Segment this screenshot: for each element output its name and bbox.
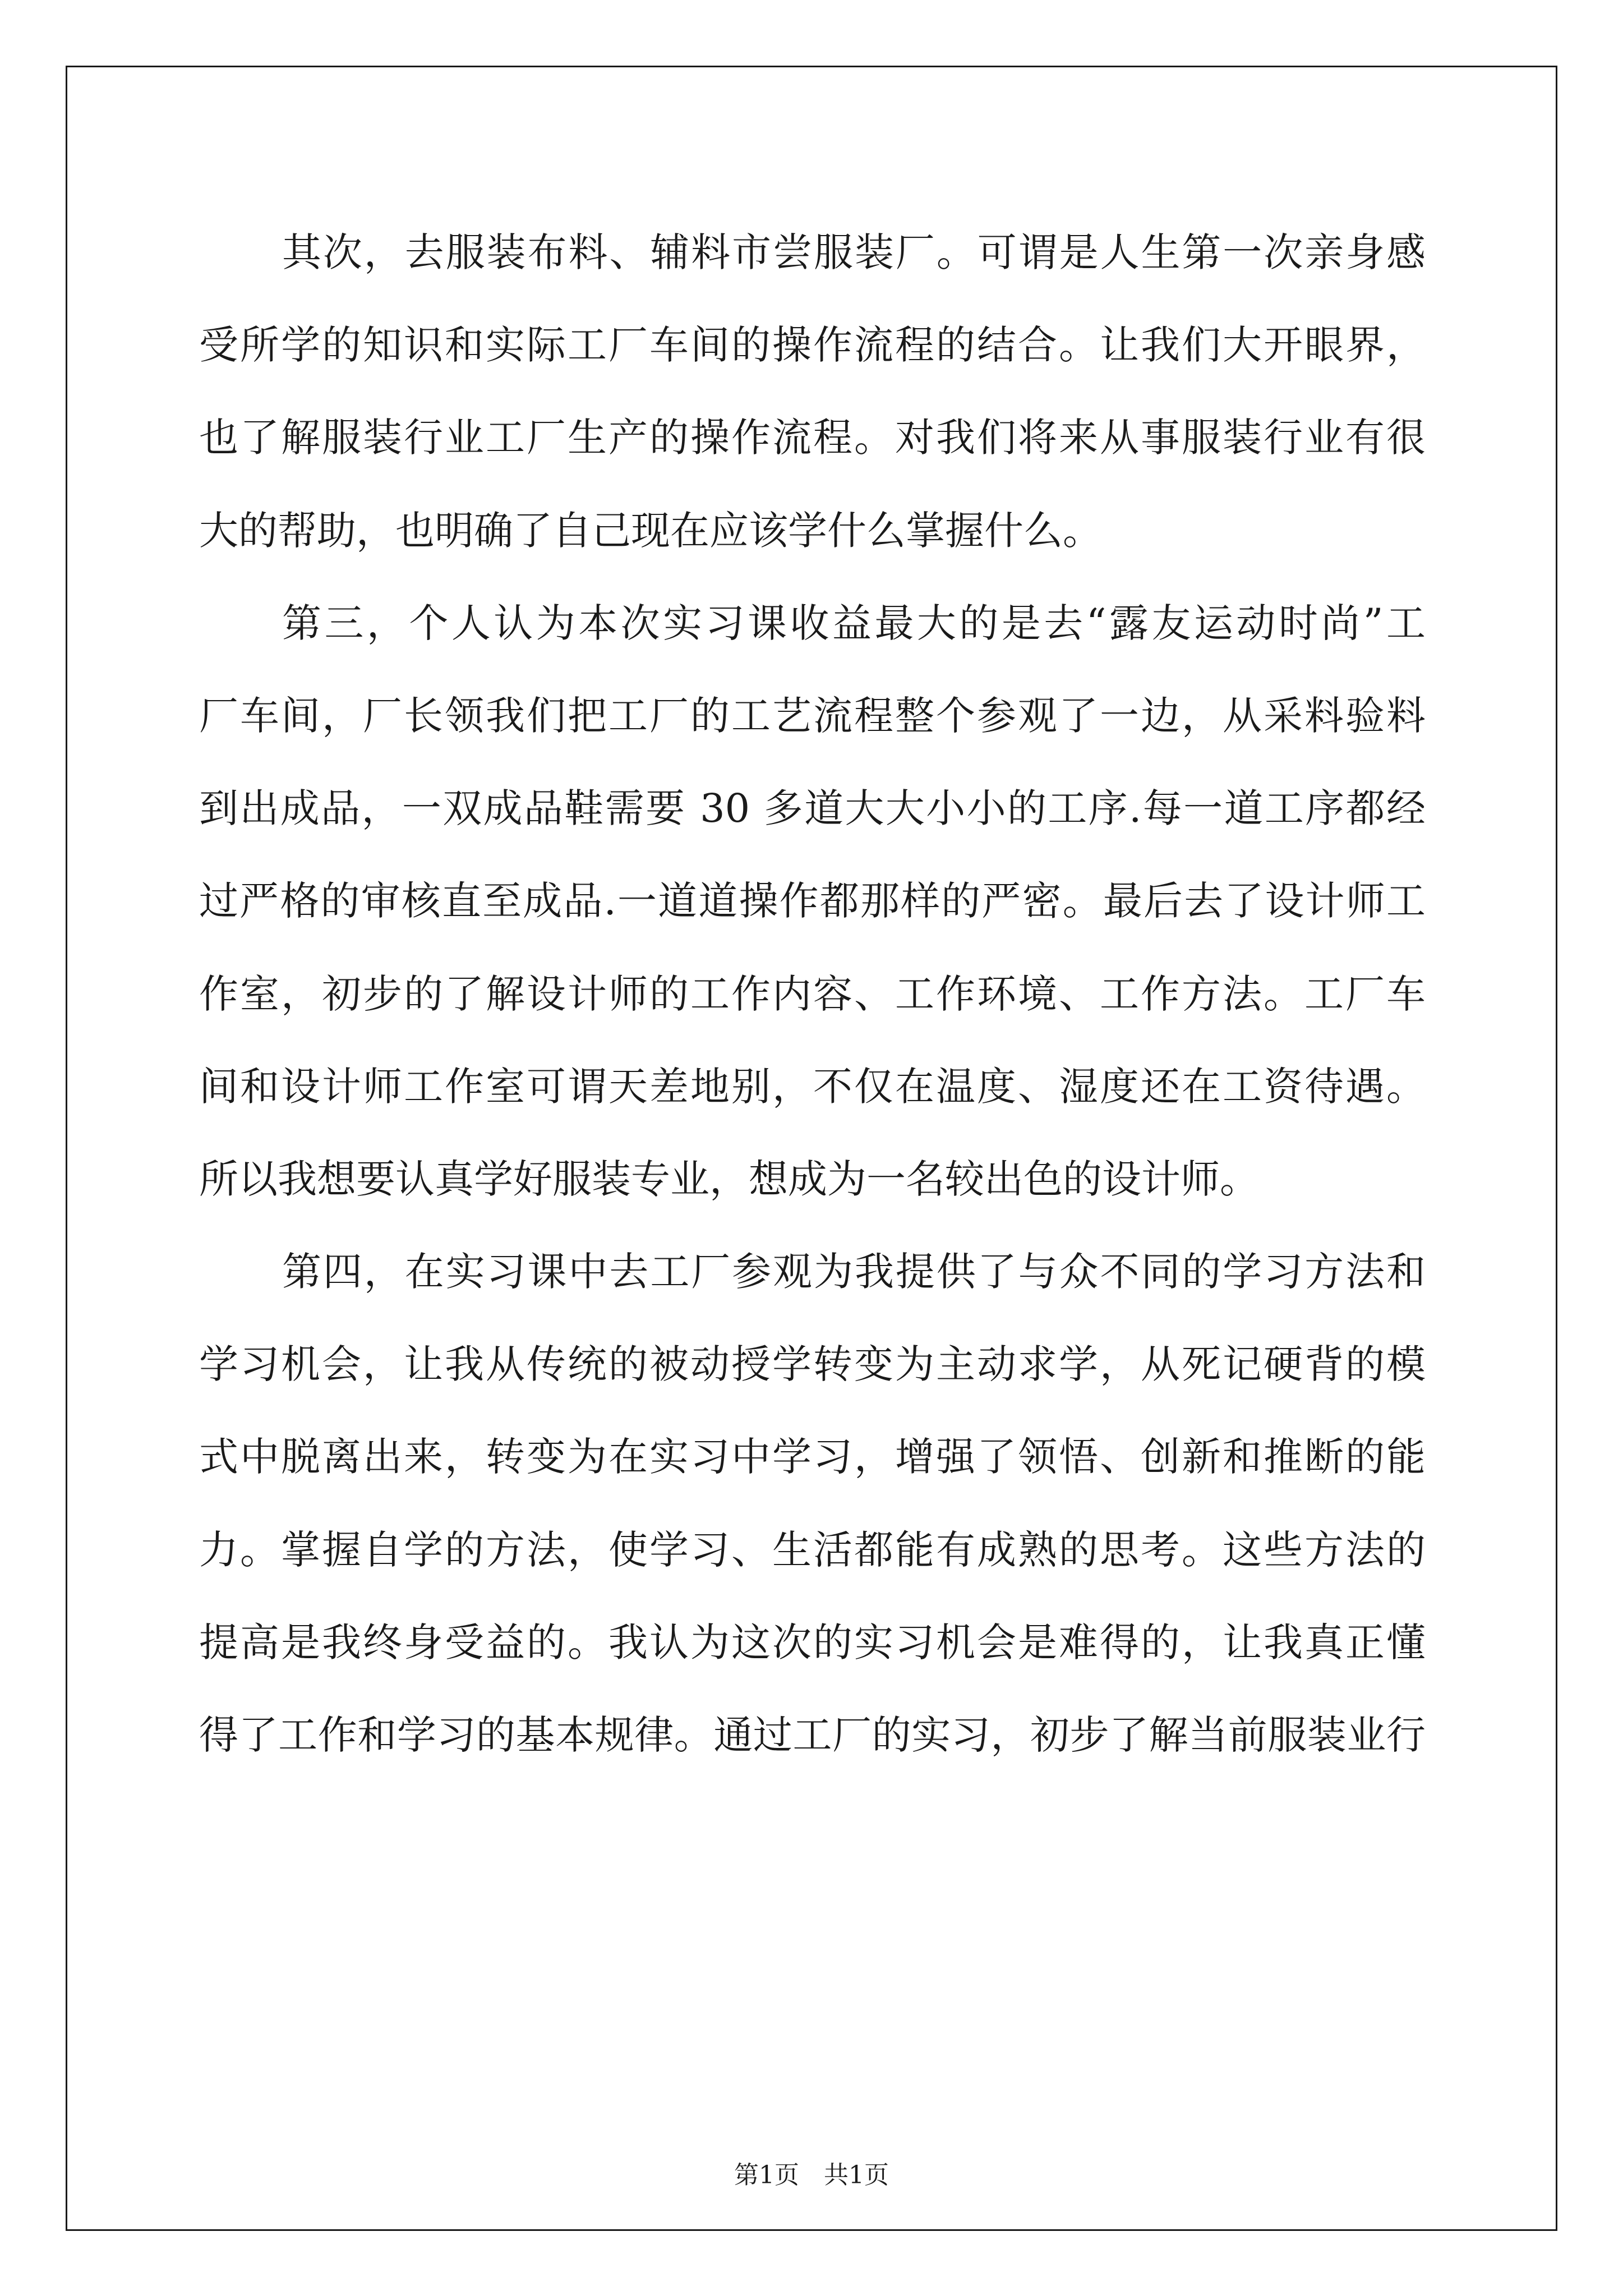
paragraph-line: 式中脱离出来，转变为在实习中学习，增强了领悟、创新和推断的能 — [199, 1434, 1426, 1480]
page-number-footer: 第1页 共1页 — [734, 2161, 889, 2189]
paragraph-line: 到出成品，一双成品鞋需要 30 多道大大小小的工序.每一道工序都经 — [199, 785, 1426, 832]
paragraph-line: 也了解服装行业工厂生产的操作流程。对我们将来从事服装行业有很 — [199, 415, 1426, 461]
document-body — [199, 206, 1426, 1782]
paragraph-line: 间和设计师工作室可谓天差地别，不仅在温度、湿度还在工资待遇。 — [199, 1063, 1426, 1110]
paragraph-line: 大的帮助，也明确了自己现在应该学什么掌握什么。 — [199, 507, 1102, 554]
paragraph-line: 过严格的审核直至成品.一道道操作都那样的严密。最后去了设计师工 — [199, 878, 1426, 924]
paragraph-line: 力。掌握自学的方法，使学习、生活都能有成熟的思考。这些方法的 — [199, 1526, 1426, 1573]
paragraph-line: 所以我想要认真学好服装专业，想成为一名较出色的设计师。 — [199, 1156, 1259, 1202]
paragraph-line: 提高是我终身受益的。我认为这次的实习机会是难得的，让我真正懂 — [199, 1619, 1426, 1665]
paragraph-line: 作室，初步的了解设计师的工作内容、工作环境、工作方法。工厂车 — [199, 970, 1426, 1017]
paragraph-line: 学习机会，让我从传统的被动授学转变为主动求学，从死记硬背的模 — [199, 1341, 1426, 1388]
paragraph-line: 厂车间，厂长领我们把工厂的工艺流程整个参观了一边，从采料验料 — [199, 692, 1426, 739]
paragraph-line: 其次，去服装布料、辅料市尝服装厂。可谓是人生第一次亲身感 — [282, 229, 1426, 275]
paragraph-line: 受所学的知识和实际工厂车间的操作流程的结合。让我们大开眼界， — [199, 322, 1426, 369]
paragraph-line: 第四，在实习课中去工厂参观为我提供了与众不同的学习方法和 — [282, 1249, 1426, 1295]
paragraph-line: 第三，个人认为本次实习课收益最大的是去“露友运动时尚”工 — [282, 600, 1426, 646]
paragraph-line: 得了工作和学习的基本规律。通过工厂的实习，初步了解当前服装业行 — [199, 1712, 1426, 1758]
